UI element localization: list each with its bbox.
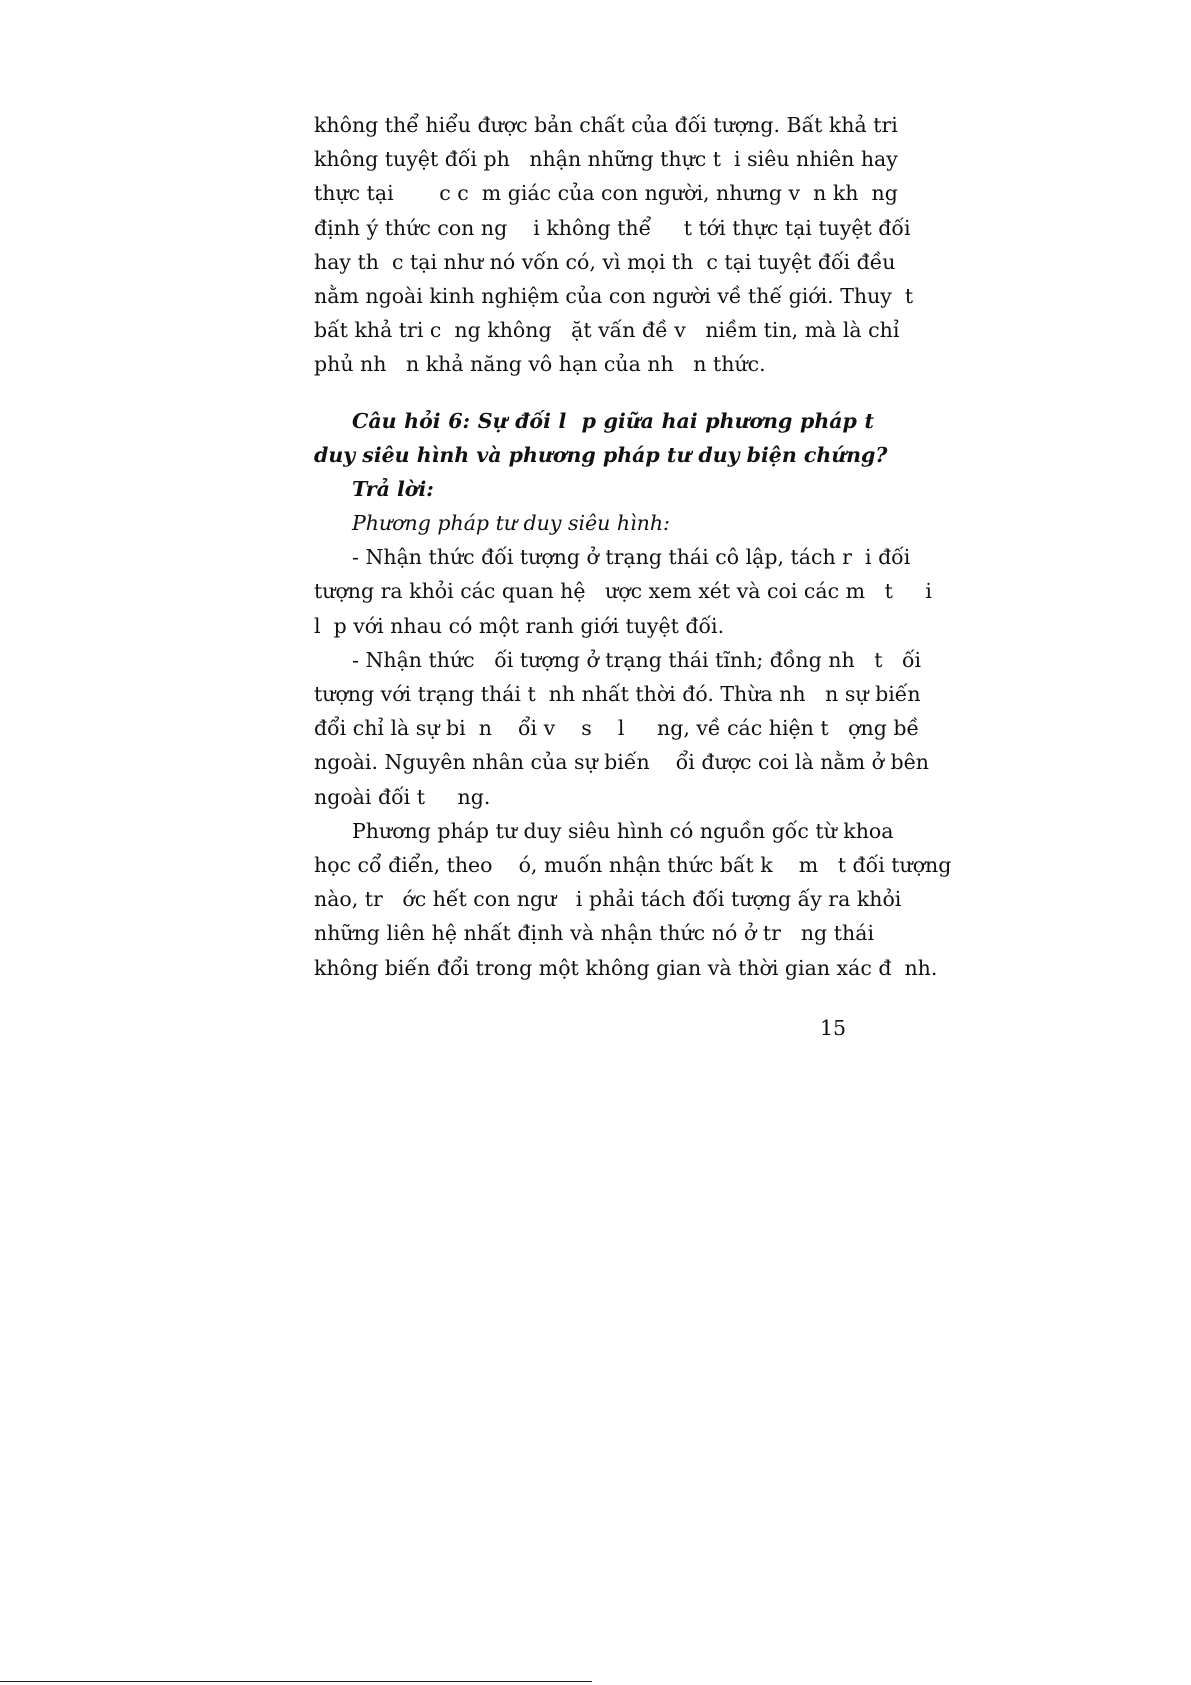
bullet-item <box>314 540 932 643</box>
text-line: học cổ điển, theo ó, muốn nhận thức bất k m t đối tượng <box>314 852 952 877</box>
text-line: Phương pháp tư duy siêu hình có nguồn gốc từ khoa <box>352 818 894 843</box>
text-line: những liên hệ nhất định và nhận thức nó ở tr ng thái <box>314 921 874 946</box>
text-line: l p với nhau có một ranh giới tuyệt đối. <box>314 613 725 638</box>
intro-paragraph <box>314 108 914 382</box>
text-line: không tuyệt đối ph nhận những thực t i siêu nhiên hay <box>314 147 898 172</box>
text-line: thực tại c c m giác của con người, nhưng v n kh ng <box>314 181 898 206</box>
page-number: 15 <box>820 1016 847 1040</box>
text-line: - Nhận thức ối tượng ở trạng thái tĩnh; đồng nh t ối <box>352 647 922 672</box>
question-heading <box>314 404 888 472</box>
question-line: Câu hỏi 6: Sự đối l p giữa hai phương pháp t <box>352 408 874 433</box>
body-paragraph <box>314 814 952 985</box>
text-line: bất khả tri c ng không ặt vấn đề v niềm tin, mà là chỉ <box>314 318 900 343</box>
text-line: định ý thức con ng i không thể t tới thực tại tuyệt đối <box>314 215 911 240</box>
text-line: tượng ra khỏi các quan hệ ược xem xét và coi các m t i <box>314 579 932 604</box>
question-line: duy siêu hình và phương pháp tư duy biện chứng? <box>314 442 888 467</box>
section-subheading: Phương pháp tư duy siêu hình: <box>352 511 670 536</box>
text-line: ngoài. Nguyên nhân của sự biến ổi được coi là nằm ở bên <box>314 750 929 775</box>
footer-divider <box>0 1681 592 1682</box>
text-line: không thể hiểu được bản chất của đối tượng. Bất khả tri <box>314 113 898 137</box>
text-line: tượng với trạng thái t nh nhất thời đó. Thừa nh n sự biến <box>314 682 921 706</box>
text-line: nằm ngoài kinh nghiệm của con người về thế giới. Thuy t <box>314 283 914 308</box>
bullet-item <box>314 643 929 814</box>
text-line: hay th c tại như nó vốn có, vì mọi th c tại tuyệt đối đều <box>314 249 896 274</box>
text-line: phủ nh n khả năng vô hạn của nh n thức. <box>314 352 766 377</box>
answer-label: Trả lời: <box>352 476 434 501</box>
text-line: nào, tr ớc hết con ngư i phải tách đối tượng ấy ra khỏi <box>314 887 902 912</box>
text-line: ngoài đối t ng. <box>314 784 491 809</box>
text-line: đổi chỉ là sự bi n ổi v s l ng, về các hiện t ợng bề <box>314 716 920 741</box>
text-line: không biến đổi trong một không gian và thời gian xác đ nh. <box>314 955 938 980</box>
page-body <box>314 108 952 985</box>
text-line: - Nhận thức đối tượng ở trạng thái cô lập, tách r i đối <box>352 545 911 570</box>
